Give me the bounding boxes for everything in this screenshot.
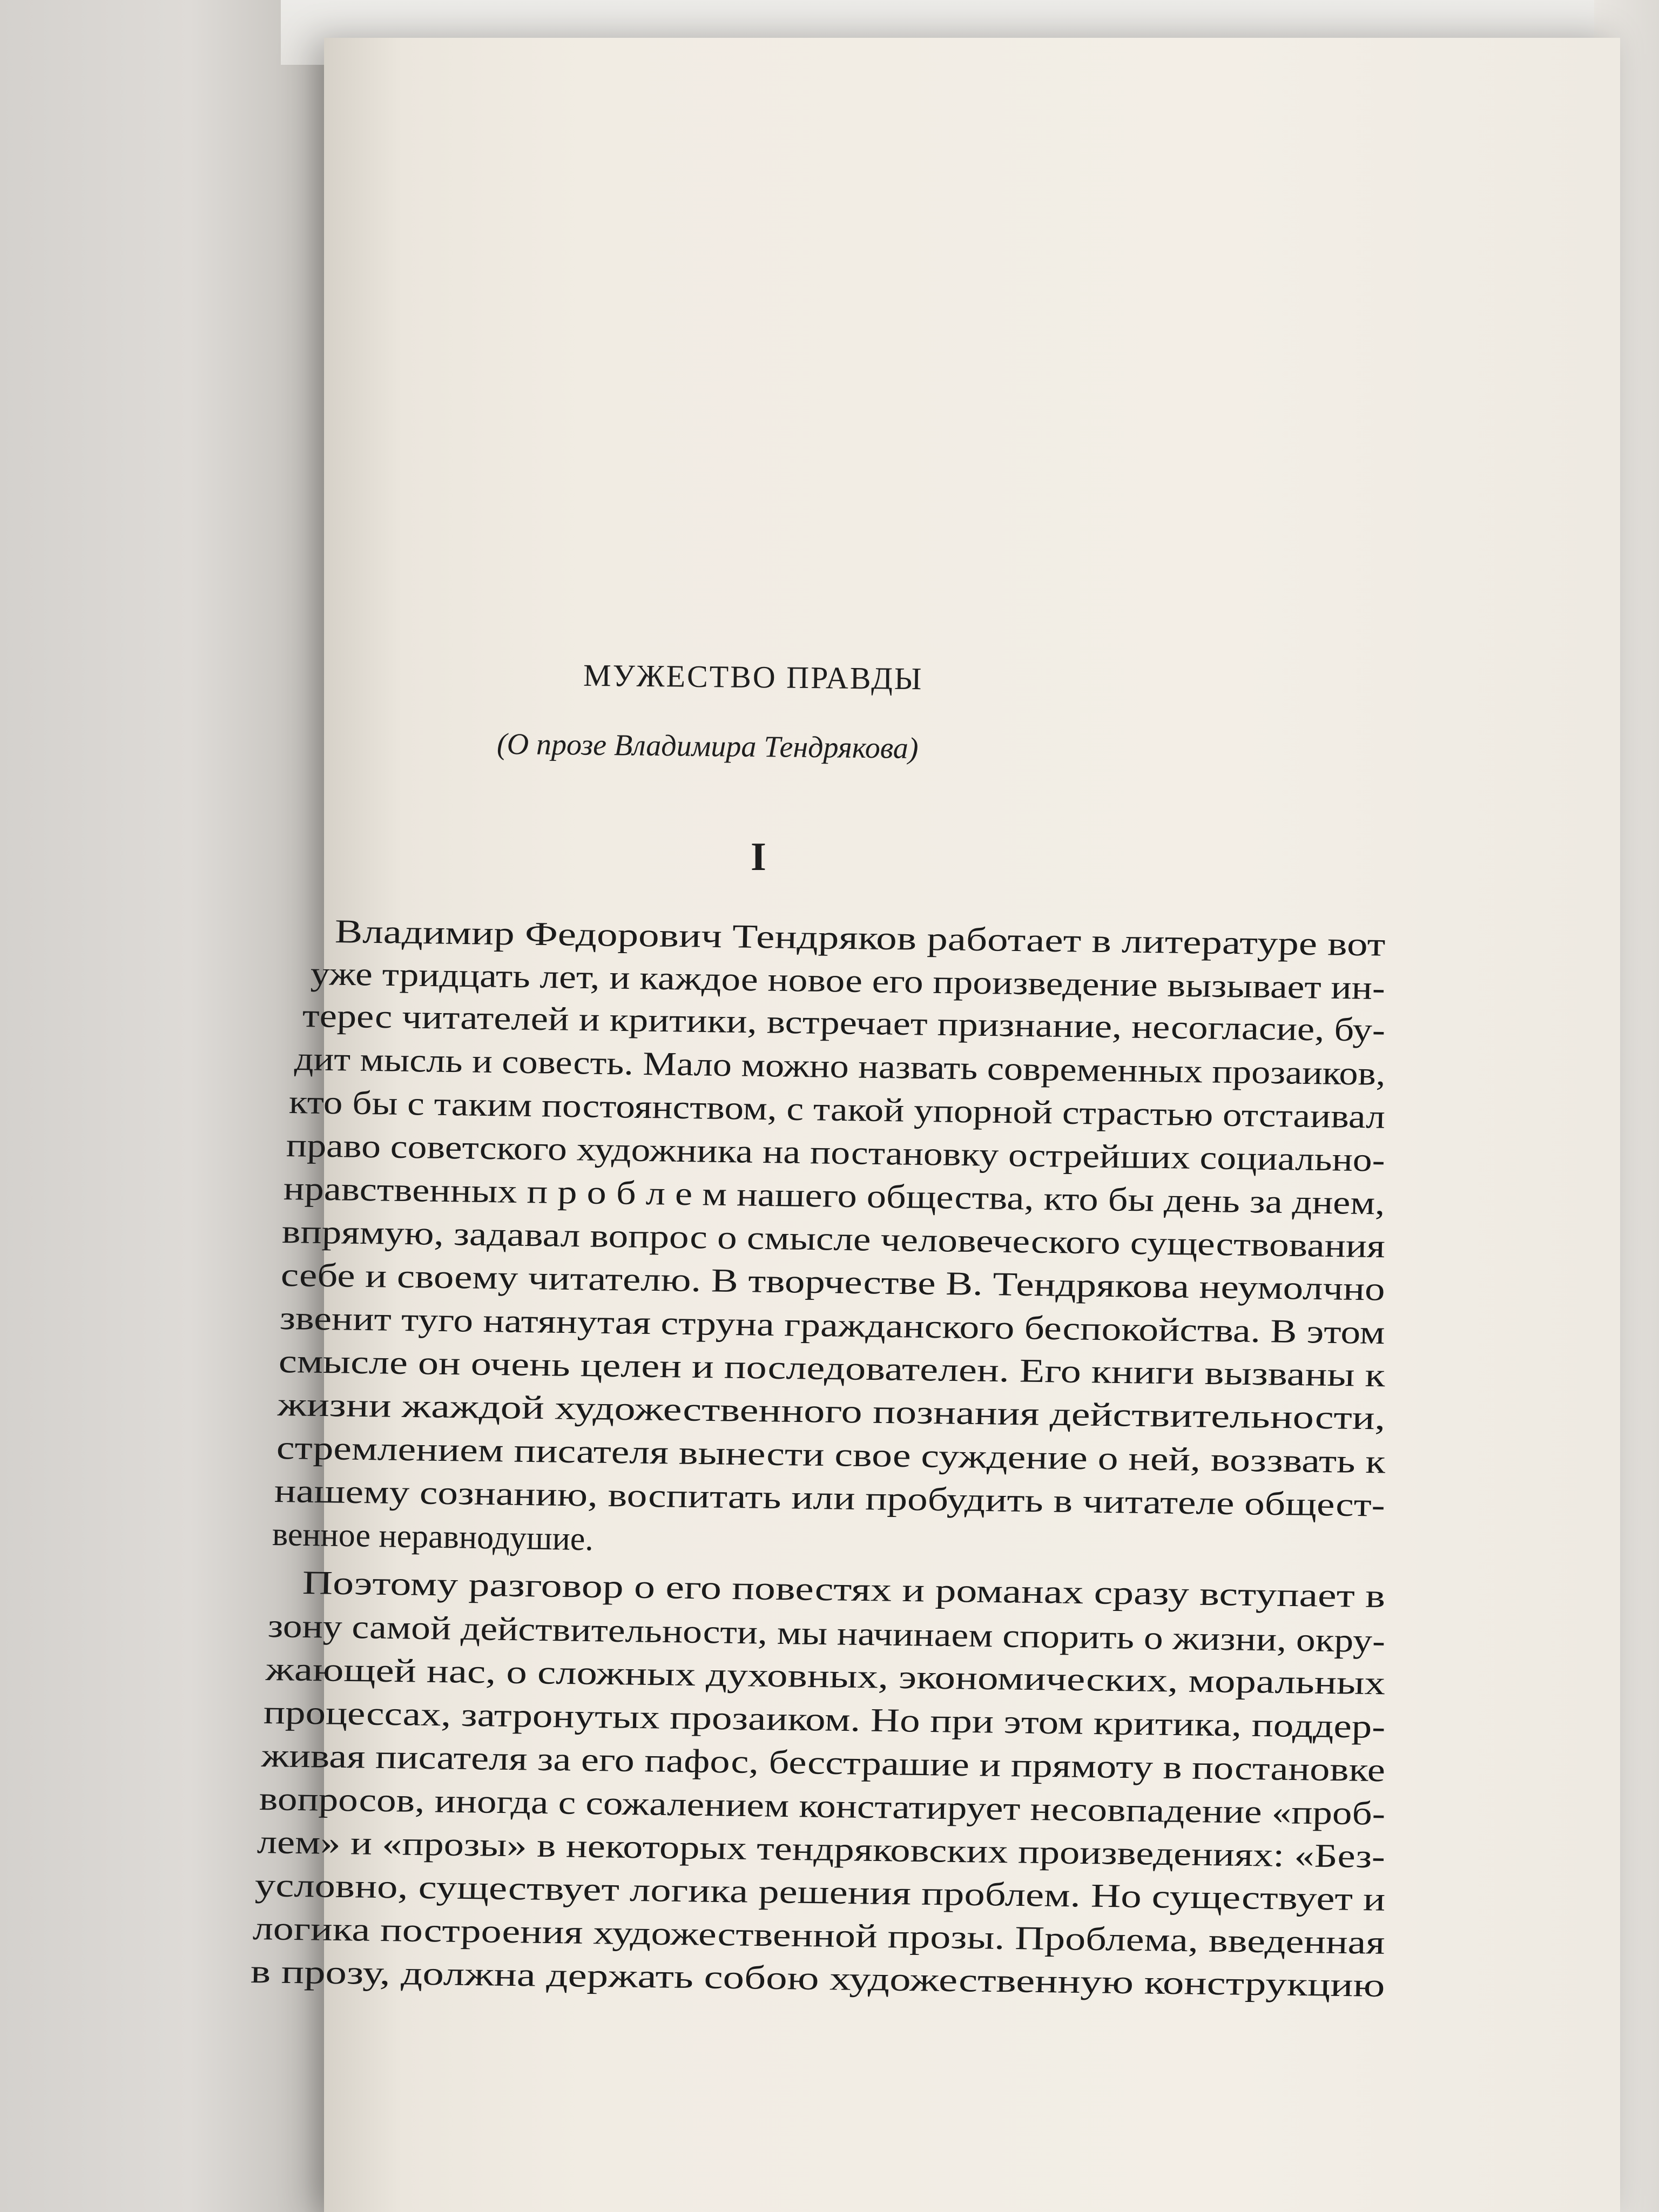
text-line: звенит туго натянутая струна гражданского беспокойства. В этом [279, 1300, 1386, 1352]
chapter-title: МУЖЕСТВО ПРАВДЫ [583, 657, 923, 697]
text-line: дит мысль и совесть. Мало можно назвать современных прозаиков, [294, 1041, 1386, 1092]
text-line: нравственных п р о б л е м нашего общества, кто бы день за днем, [283, 1170, 1385, 1222]
text-line: логика построения художественной прозы. Проблема, введенная [252, 1910, 1385, 1961]
text-line: живая писателя за его пафос, бесстрашие и прямоту в постановке [261, 1737, 1386, 1789]
text-line: условно, существует логика решения проблем. Но существует и [254, 1867, 1386, 1918]
text-line: жающей нас, о сложных духовных, экономических, моральных [265, 1651, 1386, 1702]
text-line: смысле он очень целен и последователен. Его книги вызваны к [278, 1343, 1386, 1394]
chapter-subtitle: (О прозе Владимира Тендрякова) [496, 727, 919, 766]
text-line: в прозу, должна держать собою художественную конструкцию [250, 1953, 1386, 2004]
text-line: уже тридцать лет, и каждое новое его произведение вызывает ин- [310, 955, 1386, 1007]
text-line: венное неравнодушие. [272, 1516, 594, 1558]
text-line: впрямую, задавал вопрос о смысле человеческого существования [281, 1213, 1386, 1265]
text-line: себе и своему читателю. В творчестве В. Тендрякова неумолчно [280, 1257, 1386, 1308]
text-line: Владимир Федорович Тендряков работает в литературе вот [334, 913, 1386, 963]
text-line: Поэтому разговор о его повестях и романах сразу вступает в [302, 1564, 1386, 1615]
text-line: лем» и «прозы» в некоторых тендряковских произведениях: «Без- [257, 1824, 1386, 1876]
text-line: стремлением писателя вынести свое суждение о ней, воззвать к [276, 1429, 1386, 1481]
text-line: кто бы с таким постоянством, с такой упорной страстью отстаивал [288, 1084, 1386, 1136]
text-line: нашему сознанию, воспитать или пробудить в читателе общест- [274, 1473, 1386, 1524]
text-line: терес читателей и критики, встречает признание, несогласие, бу- [302, 997, 1386, 1049]
text-line: право советского художника на постановку острейших социально- [286, 1127, 1386, 1179]
section-number: I [751, 835, 766, 879]
show-through-text [1343, 193, 1659, 660]
text-line: зону самой действительности, мы начинаем спорить о жизни, окру- [267, 1608, 1386, 1660]
text-line: жизни жаждой художественного познания действительности, [277, 1386, 1386, 1437]
text-line: вопросов, иногда с сожалением констатирует несовпадение «проб- [259, 1781, 1386, 1832]
text-line: процессах, затронутых прозаиком. Но при этом критика, поддер- [263, 1694, 1386, 1745]
